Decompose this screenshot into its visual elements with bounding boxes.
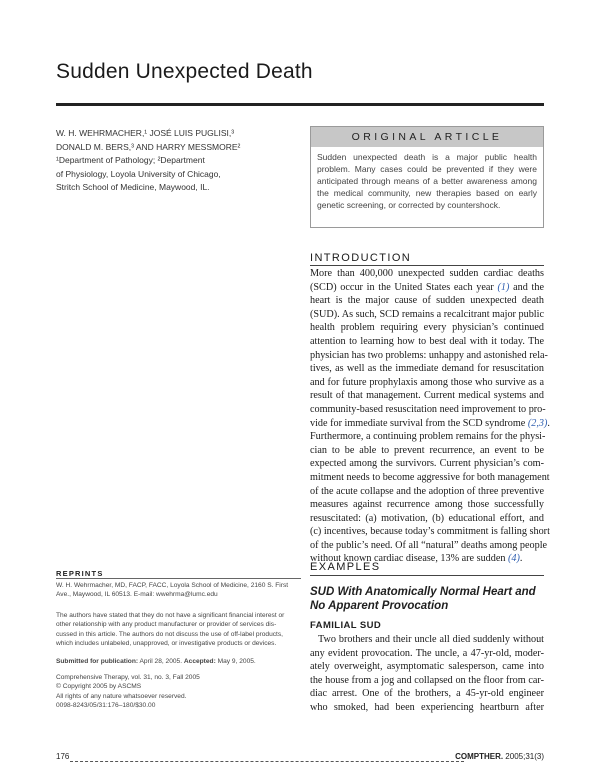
familial-sud-heading: FAMILIAL SUD: [310, 620, 382, 631]
body-text: and the: [509, 281, 544, 293]
body-line: community-based resuscitation need improvement to pro-: [310, 403, 546, 415]
author-line: W. H. WEHRMACHER,¹ JOSÉ LUIS PUGLISI,³: [56, 128, 235, 138]
affiliation-line: Stritch School of Medicine, Maywood, IL.: [56, 182, 210, 192]
introduction-rule: [310, 265, 544, 266]
body-line: of the public’s need. Of all “natural” deaths among people: [310, 539, 548, 551]
abstract-box: [310, 126, 544, 228]
article-title: Sudden Unexpected Death: [56, 60, 313, 83]
affiliation-line: of Physiology, Loyola University of Chicago,: [56, 168, 221, 179]
submitted-label: Submitted for publication:: [56, 658, 139, 665]
body-text: .: [519, 553, 523, 565]
body-line: physician has two problems: unhappy and astonished rela-: [310, 349, 548, 361]
submission-dates: [56, 657, 301, 666]
body-line: ately overweight, asymptomatic salesperson, came into: [310, 661, 544, 673]
citation-link[interactable]: (4): [508, 553, 520, 565]
journal-volume: 2005;31(3): [503, 752, 544, 761]
journal-reference: [455, 752, 544, 761]
body-text: (SCD) occur in the United States each year: [310, 281, 498, 293]
submitted-date: April 28, 2005.: [138, 658, 184, 665]
page-number: 176: [56, 752, 70, 761]
examples-rule: [310, 575, 544, 576]
copyright-line: All rights of any nature whatsoever reserved.: [56, 692, 187, 700]
body-line: health problem requiring every physician’s continued: [310, 322, 544, 334]
examples-heading: EXAMPLES: [310, 561, 381, 573]
body-line: and for future prophylaxis among those who survive as a: [310, 376, 544, 388]
body-text: vide for immediate survival from the SCD syndrome: [310, 417, 528, 429]
citation-link[interactable]: (2,3): [527, 417, 548, 429]
body-line: the house from a jog and collapsed on the floor from car-: [310, 674, 544, 686]
body-line: cian to be able to prevent recurrence, an event to be: [310, 444, 544, 456]
reprints-heading: REPRINTS: [56, 569, 104, 578]
affiliation-line: ¹Department of Pathology; ²Department: [56, 155, 205, 165]
reprints-address: [56, 581, 301, 600]
introduction-body: [310, 267, 550, 566]
disclosure-line: The authors have stated that they do not have a significant financial interest or: [56, 612, 285, 619]
body-line: heart is the major cause of sudden unexpected death: [310, 295, 544, 307]
reprints-rule: [56, 578, 301, 579]
reprints-line: W. H. Wehrmacher, MD, FACP, FACC, Loyola School of Medicine, 2160 S. First: [56, 582, 289, 589]
body-line: (SUD). As such, SCD remains a recalcitrant major public: [310, 308, 544, 320]
body-line: resuscitated: (a) motivation, (b) educational effort, and: [310, 512, 544, 524]
body-line: any evident provocation. The uncle, a 47-yr-old, moder-: [310, 647, 544, 659]
body-line: result of that management. Current medical systems and: [310, 390, 544, 402]
body-line: tives, as well as the immediate demand for resuscitation: [310, 363, 544, 375]
reprints-line: Ave., Maywood, IL 60513. E-mail: wwehrma@lumc.edu: [56, 591, 218, 599]
body-line: [310, 417, 550, 431]
body-line: (c) incentives, because today’s commitment is falling short: [310, 526, 550, 538]
copyright-line: 0098-8243/05/31:176–180/$30.00: [56, 702, 156, 710]
introduction-heading: INTRODUCTION: [310, 252, 412, 264]
page-footer: [56, 752, 544, 766]
copyright-line: © Copyright 2005 by ASCMS: [56, 683, 142, 691]
familial-sud-body: [310, 633, 544, 715]
body-line: Furthermore, a continuing problem remains for the physi-: [310, 431, 546, 443]
copyright-block: [56, 673, 301, 711]
body-line: attention to learning how to best deal with it today. The: [310, 335, 544, 347]
author-block: [56, 127, 296, 195]
body-line: of the acute collapse and the adoption of three preventive: [310, 485, 544, 497]
body-line: who smoked, had been experiencing heartburn after: [310, 701, 544, 713]
body-line: measures against recurrence among those successfully: [310, 499, 544, 511]
examples-subheading: SUD With Anatomically Normal Heart and No Apparent Provocation: [310, 586, 536, 612]
disclosure-line: which includes unlabeled, unapproved, or investigative products or devices.: [56, 640, 277, 648]
body-line: Two brothers and their uncle all died suddenly without: [318, 634, 544, 645]
journal-abbrev: COMPTHER.: [455, 752, 504, 761]
title-rule: [56, 103, 544, 106]
disclosure-statement: [56, 611, 301, 649]
body-line: expected among the survivors. Current physician’s com-: [310, 458, 544, 470]
body-line: More than 400,000 unexpected sudden cardiac deaths: [310, 268, 544, 279]
body-line: [310, 281, 544, 295]
body-line: diac arrest. One of the brothers, a 45-yr-old engineer: [310, 688, 544, 700]
footer-dotted-rule: [70, 761, 464, 762]
disclosure-line: other relationship with any product manufacturer or provider of services dis-: [56, 621, 277, 629]
citation-link[interactable]: (1): [497, 281, 510, 293]
body-text: without known cardiac disease, 13% are sudden: [310, 553, 509, 565]
accepted-date: May 9, 2005.: [215, 658, 256, 665]
submission-line: [56, 657, 301, 666]
abstract-header: ORIGINAL ARTICLE: [311, 127, 543, 147]
body-line: mitment needs to become aggressive for both management: [310, 471, 550, 483]
disclosure-line: cussed in this article. The authors do not discuss the use of off-label products,: [56, 630, 284, 638]
author-line: DONALD M. BERS,³ AND HARRY MESSMORE²: [56, 141, 241, 152]
abstract-text: Sudden unexpected death is a major public health problem. Many cases could be prevented if they were anticipated through means of a better awareness among the medical community, new therapies based on early genetic screening, or corrected by countershock.: [317, 152, 537, 210]
body-text: .: [547, 417, 550, 429]
copyright-line: Comprehensive Therapy, vol. 31, no. 3, Fall 2005: [56, 674, 200, 681]
accepted-label: Accepted:: [183, 658, 216, 665]
